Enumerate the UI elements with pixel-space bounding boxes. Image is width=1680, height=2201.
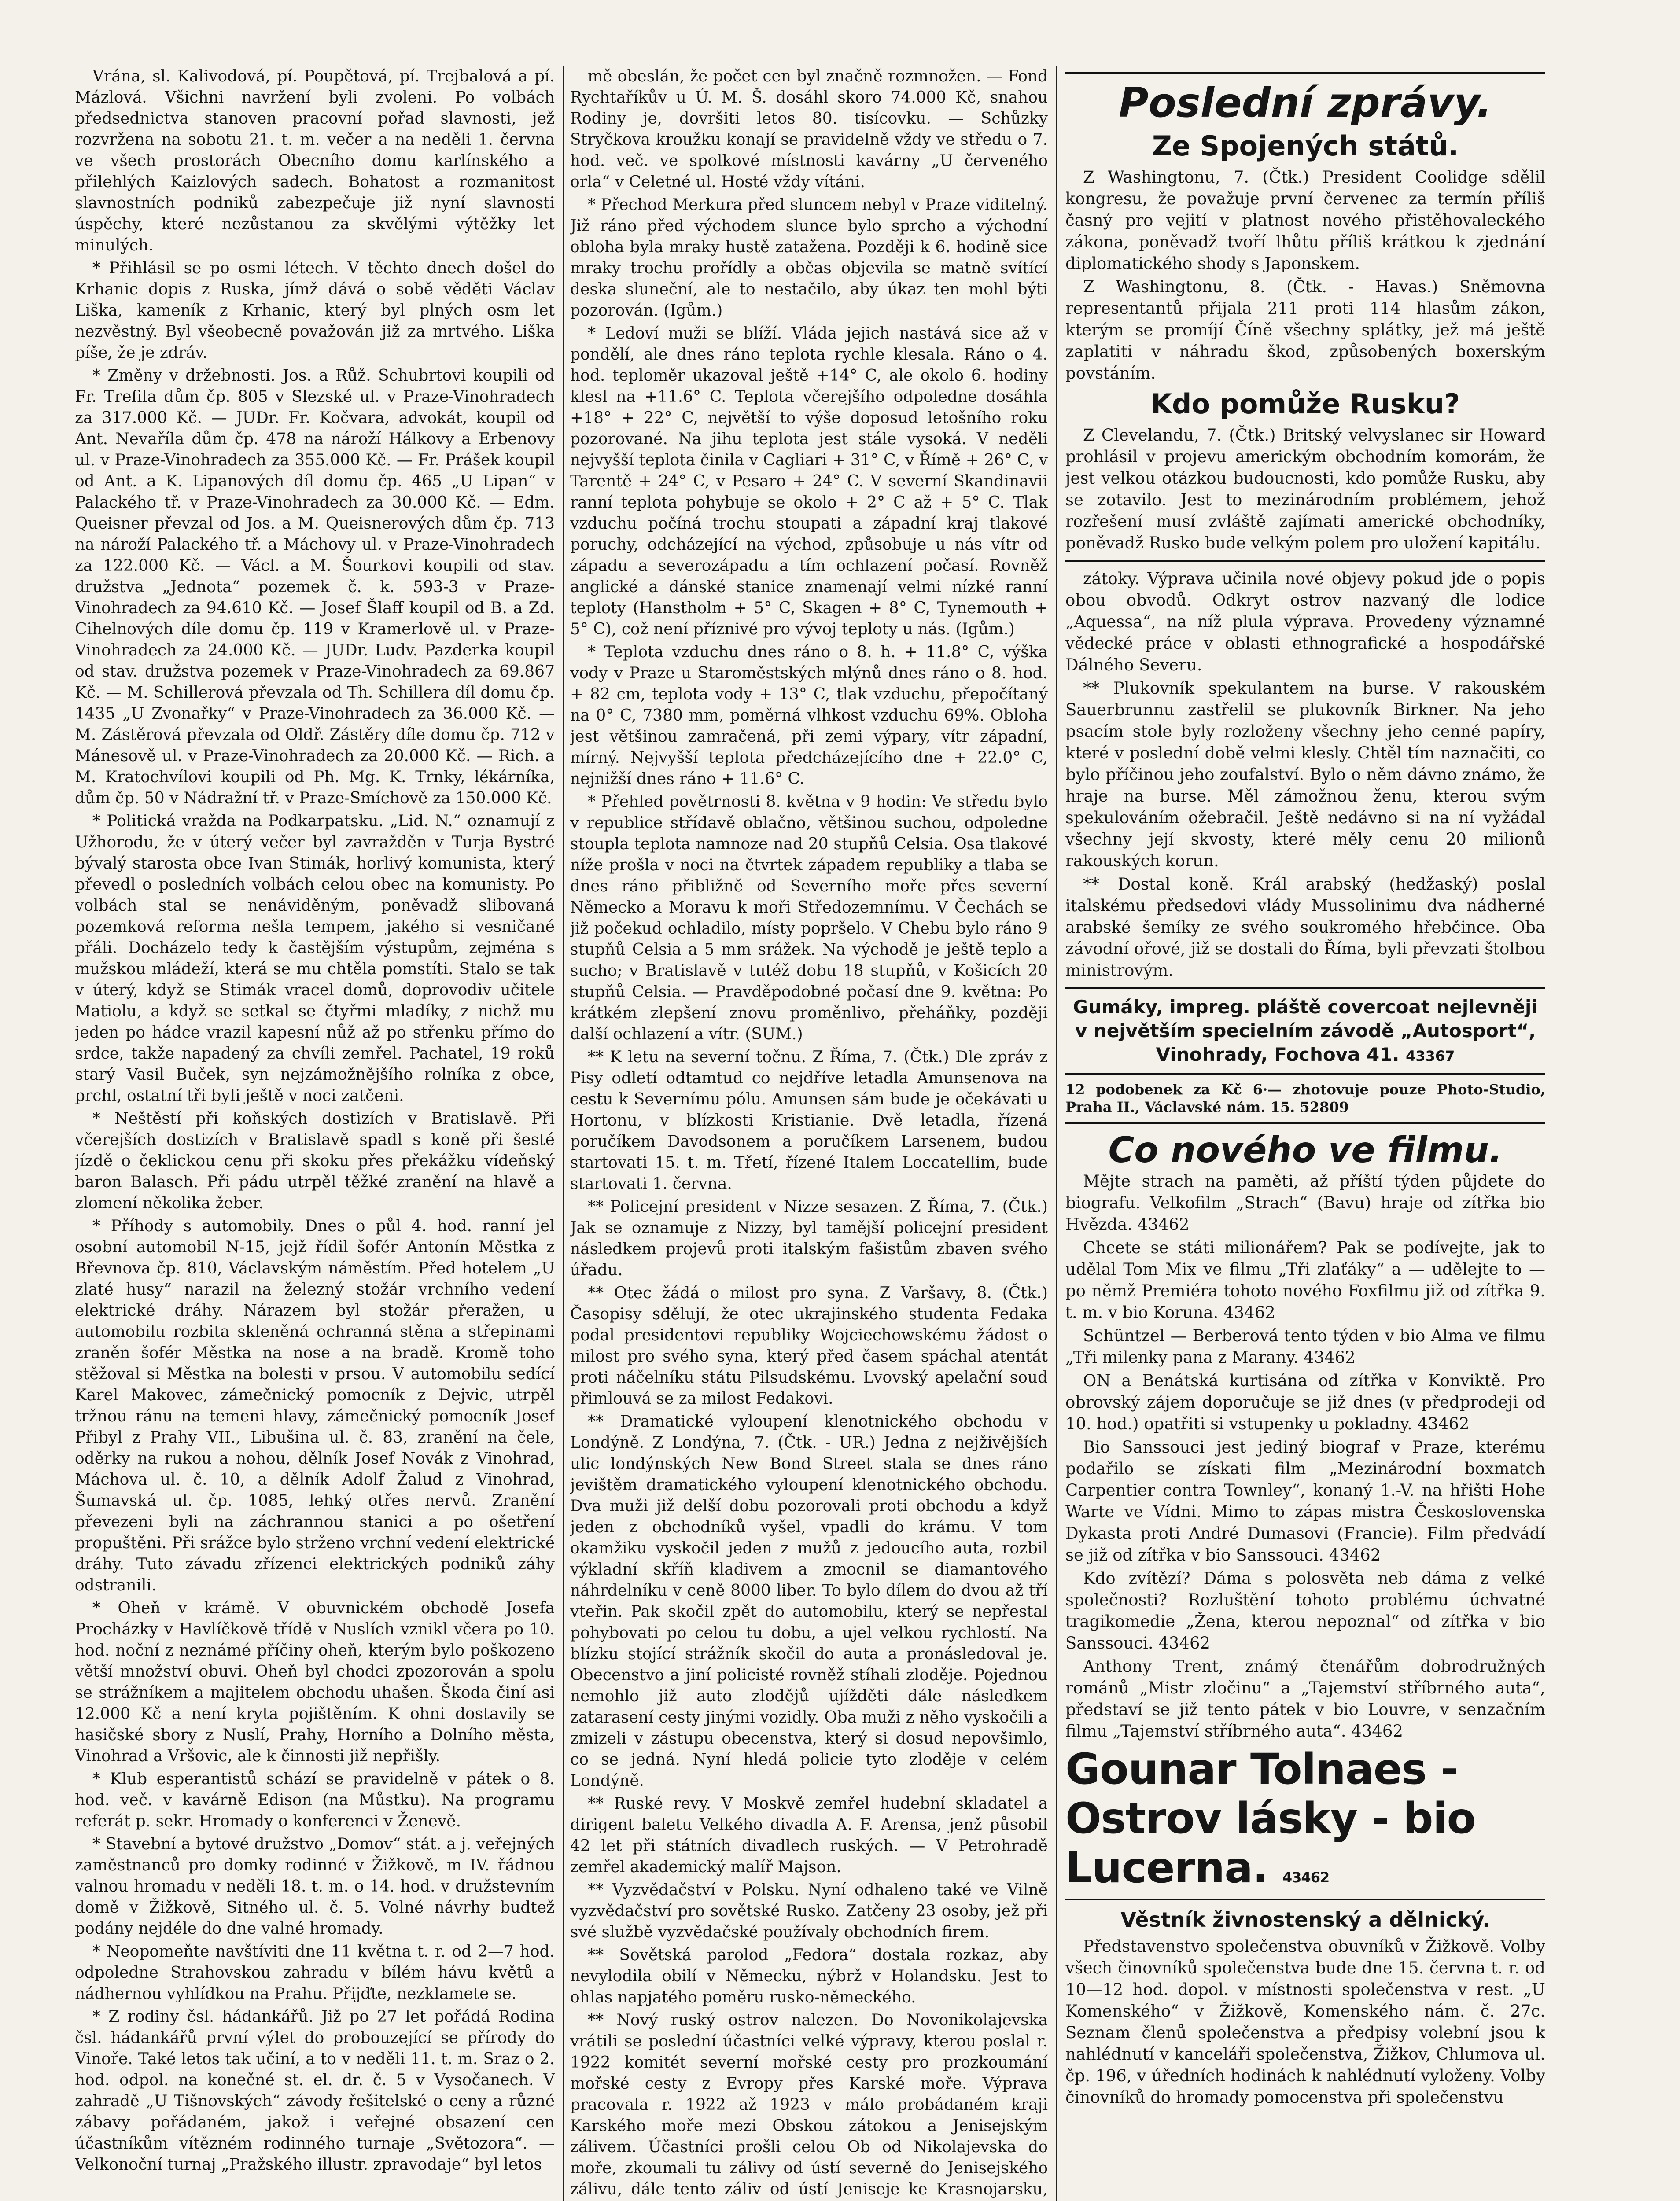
- column-divider: [1056, 66, 1057, 2201]
- news-paragraph: Představenstvo společenstva obuvníků v Žižkově. Volby všech činovníků společenstva bude dne 15. června t. r. od 10—12 hod. dopol. v místnosti společenstva v rest. „U Komenského“ v Žižkově, Komenského nám. č. 27c. Seznam členů společenstva a předpisy volební jsou k nahlédnutí v kanceláři společenstva, Žižkov, Chlumova ul. čp. 196, v úředních hodinách k nahlédnutí vyloženy. Volby činovníků do hromady pomocenstva při společenstvu: [1065, 1937, 1545, 2107]
- ad-text: 12 podobenek za Kč 6·— zhotovuje pouze Photo-Studio, Praha II., Václavské nám. 15.: [1065, 1081, 1545, 1115]
- film-notice: Chcete se státi milionářem? Pak se podívejte, jak to udělal Tom Mix ve filmu „Tři zlaťáky“ a — udělejte to — po němž Premiéra tohoto nového Foxfilmu již od zítřka 9. t. m. v bio Koruna. 43462: [1065, 1238, 1545, 1322]
- film-advertisement: [1065, 1745, 1545, 1892]
- column-divider: [563, 66, 564, 2201]
- section-rule: [1065, 1073, 1545, 1075]
- article-paragraph: * Přihlásil se po osmi létech. V těchto dnech došel do Krhanic dopis z Ruska, jímž dává o sobě věděti Václav Liška, kameník z Krhanic, který byl plných osm let nezvěstný. Byl všeobecně považován již za mrtvého. Liška píše, že je zdráv.: [75, 259, 555, 362]
- news-paragraph: Z Washingtonu, 7. (Čtk.) President Coolidge sdělil kongresu, že považuje první červenec za termín příliš časný pro vejití v platnost nového přistěhovaleckého zákona, poněvadž tvoří lhůtu příliš krátkou k zjednání diplomatického shody s Japonskem.: [1065, 168, 1545, 273]
- film-notice: Anthony Trent, známý čtenářům dobrodružných románů „Mistr zločinu“ a „Tajemství stříbrného auta“, představí se již tento pátek v bio Louvre, v senzačním filmu „Tajemství stříbrného auta“. 43462: [1065, 1657, 1545, 1741]
- article-paragraph: mě obeslán, že počet cen byl značně rozmnožen. — Fond Rychtaříkův u Ú. M. Š. dosáhl skoro 74.000 Kč, snahou Rodiny je, dovršiti letos 80. tisícovku. — Schůzky Stryčkova kroužku konají se pravidelně vždy ve středu o 7. hod. več. ve spolkové místnosti kavárny „U červeného orla“ v Celetné ul. Hosté vždy vítáni.: [570, 67, 1048, 191]
- article-paragraph: * Přechod Merkura před sluncem nebyl v Praze viditelný. Již ráno před východem slunce bylo sprcho a východní obloha byla mraky hustě zatažena. Později k 6. hodině sice mraky trochu prořídly a občas objevila se matně svítící deska sluneční, ale to nestačilo, aby úkaz ten mohl býti pozorován. (Igům.): [570, 196, 1048, 320]
- article-paragraph: ** Sovětská parolod „Fedora“ dostala rozkaz, aby nevylodila obilí v Německu, nýbrž v Holandsku. Jest to ohlas napjatého poměru rusko-německého.: [570, 1946, 1048, 2006]
- article-paragraph: Vrána, sl. Kalivodová, pí. Poupětová, pí. Trejbalová a pí. Mázlová. Všichni navržení byli zvoleni. Po volbách předsednictva stanoven pracovní pořad slavnosti, jež rozvržena na sobotu 21. t. m. večer a na neděli 1. června ve všech prostorách Obecního domu karlínského a přilehlých Kaizlových sadech. Bohatost a rozmanitost slavnostních podniků zabezpečuje již nyní slavnosti úspěchy, které nezůstanou za skvělými výtěžky let minulých.: [75, 67, 555, 254]
- article-paragraph: * Přehled povětrnosti 8. května v 9 hodin: Ve středu bylo v republice střídavě oblačno, většinou suchou, odpoledne stoupla teplota namnoze nad 20 stupňů Celsia. Osa tlakové níže prošla v noci na čtvrtek západem republiky a tlaba se dnes ráno přibližně od Severního moře přes severní Německo a Moravu k moři Středozemnímu. V Čechách se již počekud ochladilo, místy popršelo. V Chebu bylo ráno 9 stupňů Celsia a 5 mm srážek. Na východě je ještě teplo a sucho; v Bratislavě v tutéž dobu 18 stupňů, v Košicích 20 stupňů Celsia. — Pravděpodobné počasí dne 9. května: Po krátkém zlepšení znovu proměnlivo, přeháňky, později další ochlazení a vítr. (SUM.): [570, 793, 1048, 1043]
- section-heading: Co nového ve filmu.: [1108, 1130, 1503, 1170]
- news-paragraph: ** Dostal koně. Král arabský (hedžaský) poslal italskému předsedovi vlády Mussolinimu dva nádherné arabské šemíky ze svého soukromého hřebčince. Oba závodní ořové, již se dostali do Říma, byli převzati štolbou ministrovým.: [1065, 875, 1545, 980]
- article-paragraph: * Oheň v krámě. V obuvnickém obchodě Josefa Procházky v Havlíčkově třídě v Nuslích vznikl včera po 10. hod. noční z neznámé příčiny oheň, kterým bylo poškozeno větší množství obuvi. Oheň byl chodci zpozorován a spolu se strážníkem a majitelem obchodu uhašen. Škoda činí asi 12.000 Kč a není kryta pojištěním. K ohni dostavily se hasičské sbory z Nuslí, Prahy, Horního a Dolního města, Vinohrad a Vršovic, ale k činnosti již nepřišly.: [75, 1599, 555, 1765]
- article-paragraph: ** Ruské revy. V Moskvě zemřel hudební skladatel a dirigent baletu Velkého divadla A. F. Arensa, jenž působil 42 let při státních divadlech ruských. — V Petrohradě zemřel akademický malíř Majson.: [570, 1795, 1048, 1876]
- article-paragraph: * Neopomeňte navštíviti dne 11 května t. r. od 2—7 hod. odpoledne Strahovskou zahradu v bílém hávu květů a nádhernou vyhlídkou na Prahu. Přijďte, nezklamete se.: [75, 1943, 555, 2003]
- article-paragraph: ** Otec žádá o milost pro syna. Z Varšavy, 8. (Čtk.) Časopisy sdělují, že otec ukrajinského studenta Fedaka podal presidentovi republiky Wojciechowskému žádost o milost pro svého syna, který před časem spáchal atentát proti náčelníku státu Pilsudskému. Lvovský apelační soud přimlouvá se za milost Fedakovi.: [570, 1284, 1048, 1408]
- section-rule: [1065, 1122, 1545, 1124]
- news-paragraph: ** Plukovník spekulantem na burse. V rakouském Sauerbrunnu zastřelil se plukovník Birkner. Na jeho psacím stole byly rozloženy všechny jeho cenné papíry, které v poslední době velmi klesly. Chtěl tím naznačiti, co bylo příčinou jeho zoufalství. Bylo o něm dávno známo, že hraje na burse. Měl zámožnou ženu, kterou svým spekulováním ožebračil. Ještě nedávno si na ní vyžádal všechny její skvosty, které měly cenu 20 milionů rakouských korun.: [1065, 679, 1545, 870]
- film-notice: ON a Benátská kurtisána od zítřka v Konviktě. Pro obrovský zájem doporučuje se již dnes (v předprodeji od 10. hod.) opatřiti si vstupenky u pokladny. 43462: [1065, 1371, 1545, 1433]
- article-paragraph: * Neštěstí při koňských dostizích v Bratislavě. Při včerejších dostizích v Bratislavě spadl s koně při šesté jízdě o čeklickou cenu při skoku přes překážku vídeňský baron Balasch. Při pádu utrpěl těžké zranění na hlavě a zlomení několika žeber.: [75, 1110, 555, 1212]
- section-heading: Poslední zprávy.: [1119, 79, 1492, 126]
- subheading: Kdo pomůže Rusku?: [1150, 388, 1460, 420]
- article-paragraph: * Příhody s automobily. Dnes o půl 4. hod. ranní jel osobní automobil N-15, jejž řídil šofér Antonín Městka z Břevnova čp. 810, Václavským náměstím. Před hotelem „U zlaté husy“ narazil na železný stožár vrchního vedení elektrické dráhy. Nárazem byl stožár přeražen, u automobilu rozbita skleněná ochranná stěna a střepinami zraněn šofér Městka na nose a na bradě. Kromě toho stěžoval si Městka na bolesti v prsou. V automobilu sedící Karel Makovec, zámečnický pomocník z Dejvic, utrpěl tržnou ránu na temeni hlavy, zámečnický pomocník Josef Přibyl z Prahy VII., Libušina ul. č. 83, zranění na čele, oděrky na rukou a nohou, dělník Josef Novák z Vinohrad, Máchova ul. č. 10, a dělník Adolf Žalud z Vinohrad, Šumavská ul. čp. 1085, lehký otřes nervů. Zranění převezeni byli na záchrannou stanici a po ošetření propuštěni. Při srážce bylo strženo vrchní vedení elektrické dráhy. Tuto závadu zřízenci elektrických podniků záhy odstranili.: [75, 1217, 555, 1594]
- news-paragraph: zátoky. Výprava učinila nové objevy pokud jde o popis obou obvodů. Odkryt ostrov nazvaný dle lodice „Aquessa“, na níž plula výprava. Provedeny významné vědecké práce v oblasti ethnografické a hospodářské Dálného Severu.: [1065, 569, 1545, 674]
- film-notice: Mějte strach na paměti, až příští týden půjdete do biografu. Velkofilm „Strach“ (Bavu) hraje od zítřka bio Hvězda. 43462: [1065, 1172, 1545, 1234]
- subheading: Ze Spojených států.: [1152, 130, 1459, 162]
- article-paragraph: * Stavební a bytové družstvo „Domov“ stát. a j. veřejných zaměstnanců pro domky rodinné v Žižkově, m IV. řádnou valnou hromadu v neděli 18. t. m. o 14. hod. v družstevním domě v Žižkově, Sitného ul. č. 5. Volné návrhy budtež podány nejdéle do dne valné hromady.: [75, 1835, 555, 1938]
- article-paragraph: ** Policejní president v Nizze sesazen. Z Říma, 7. (Čtk.) Jak se oznamuje z Nizzy, byl tamější policejní president následkem projevů proti italským fašistům zbaven svého úřadu.: [570, 1198, 1048, 1279]
- advertisement: [1065, 995, 1545, 1067]
- section-heading: Věstník živnostenský a dělnický.: [1120, 1908, 1490, 1932]
- ad-number: 43367: [1406, 1048, 1455, 1064]
- article-paragraph: * Politická vražda na Podkarpatsku. „Lid. N.“ oznamují z Užhorodu, že v úterý večer byl zavražděn v Turja Bystré bývalý starosta obce Ivan Stimák, horlivý komunista, který převedl o posledních volbách celou obec na komunisty. Po volbách stal se nenáviděným, poněvadž slibovaná pozemková reforma nešla tempem, jakého si vesničané přáli. Docházelo tedy k častějším výstupům, zejména s mužskou mládeží, která se mu chtěla pomstíti. Stalo se tak v úterý, když se Stimák vracel domů, doprovodiv učitele Matiolu, a když se setkal se čtyřmi mladíky, z nichž mu jeden po hádce vrazil kapesní nůž až po střenku přímo do srdce, takže napadený za chvíli zemřel. Pachatel, 19 roků starý Vasil Buček, syn nejzámožnějšího rolníka z obce, prchl, ostatní tři byli ještě v noci zatčeni.: [75, 812, 555, 1105]
- ad-number: 43462: [1282, 1869, 1330, 1886]
- article-paragraph: ** Nový ruský ostrov nalezen. Do Novonikolajevska vrátili se poslední účastníci velké výpravy, kterou poslal r. 1922 komitét severní mořské cesty pro prozkoumání mořské cesty z Evropy přes Karské moře. Výprava pracovala r. 1922 až 1923 v málo probádaném kraji Karského moře mezi Obskou zátokou a Jenisejským zálivem. Účastníci prošli celou Ob od Nikolajevska do moře, zkoumali tu zálivy od ústí severně do Jenisejského zálivu, dále tento záliv od ústí Jeniseje ke Krasnojarsku,: [570, 2011, 1048, 2198]
- section-rule: [1065, 1899, 1545, 1900]
- ad-text: Gumáky, impreg. pláště covercoat nejlevněji v největším specielním závodě „Autosport“, Vinohrady, Fochova 41.: [1073, 996, 1538, 1065]
- film-notice: Kdo zvítězí? Dáma s polosvěta neb dáma z velké společnosti? Rozluštění tohoto problému úchvatné tragikomedie „Žena, kterou nepoznal“ od zítřka v bio Sanssouci. 43462: [1065, 1569, 1545, 1653]
- film-notice: Bio Sanssouci jest jediný biograf v Praze, kterému podařilo se získati film „Mezinárodní boxmatch Carpentier contra Townley“, konaný 1.-V. na hřišti Hohe Warte ve Vídni. Mimo to zápas mistra Československa Dykasta proti André Dumasovi (Francie). Film předvádí se již od zítřka v bio Sanssouci. 43462: [1065, 1438, 1545, 1564]
- section-rule: [1065, 560, 1545, 562]
- article-paragraph: * Teplota vzduchu dnes ráno o 8. h. + 11.8° C, výška vody v Praze u Staroměstských mlýnů dnes ráno o 8. hod. + 82 cm, teplota vody + 13° C, tlak vzduchu, přepočítaný na 0° C, 7380 mm, poměrná vlhkost vzduchu 69%. Obloha jest většinou zamračená, při zemi výpary, vítr západní, mírný. Nejvyšší teplota předcházejícího dne + 22.0° C, nejnižší dnes ráno + 11.6° C.: [570, 643, 1048, 788]
- column-3: [1065, 66, 1545, 2201]
- column-2: [570, 66, 1048, 2201]
- news-paragraph: Z Clevelandu, 7. (Čtk.) Britský velvyslanec sir Howard prohlásil v projevu americkým obchodním komorám, že jest velkou otázkou budoucnosti, kdo pomůže Rusku, aby se zotavilo. Jest to mezinárodním problémem, jehož rozřešení musí zvláště zajímati americké obchodníky, poněvadž Rusko bude velkým polem pro uložení kapitálu.: [1065, 426, 1545, 552]
- article-paragraph: * Změny v držebnosti. Jos. a Růž. Schubrtovi koupili od Fr. Trefila dům čp. 805 v Slezské ul. v Praze-Vinohradech za 317.000 Kč. — JUDr. Fr. Kočvara, advokát, koupil od Ant. Nevaříla dům čp. 478 na nároží Hálkovy a Erbenovy ul. v Praze-Vinohradech za 355.000 Kč. — Fr. Prášek koupil od Ant. a K. Lipanových díl domu čp. 465 „U Lipan“ v Palackého tř. v Praze-Vinohradech za 30.000 Kč. — Edm. Queisner převzal od Jos. a M. Queisnerových dům čp. 713 na nároží Palackého tř. a Máchovy ul. v Praze-Vinohradech za 122.000 Kč. — Václ. a M. Šourkovi koupili od stav. družstva „Jednota“ pozemek č. k. 593-3 v Praze-Vinohradech za 94.610 Kč. — Josef Šlaff koupil od B. a Zd. Cihelnových díle domu čp. 119 v Kramerlově ul. v Praze-Vinohradech za 24.000 Kč. — JUDr. Ludv. Pazderka koupil od stav. družstva pozemek v Praze-Vinohradech za 69.867 Kč. — M. Schillerová převzala od Th. Schillera díl domu čp. 1435 „U Zvonařky“ v Praze-Vinohradech za 36.000 Kč. — M. Zástěrová převzala od Oldř. Zástěry díle domu čp. 712 v Mánesově ul. v Praze-Vinohradech za 20.000 Kč. — Rich. a M. Kratochvílovi koupili od Ph. Mg. K. Trnky, lékárníka, dům čp. 50 v Nádražní tř. v Praze-Smíchově za 150.000 Kč.: [75, 367, 555, 807]
- section-rule: [1065, 72, 1545, 74]
- newspaper-page: [75, 66, 1545, 2201]
- article-paragraph: ** K letu na severní točnu. Z Říma, 7. (Čtk.) Dle zpráv z Pisy odletí odtamtud co nejdříve letadla Amunsenova na cestu k Severnímu pólu. Amunsen sám bude je očekávati u Hortonu, v blízkosti Kristianie. Dvě letadla, řízená poručíkem Davodsonem a poručíkem Larsenem, budou startovati 15. t. m. Třetí, řízené Italem Loccatellim, bude startovati 1. června.: [570, 1048, 1048, 1193]
- article-paragraph: * Klub esperantistů schází se pravidelně v pátek o 8. hod. več. v kavárně Edison (na Můstku). Na programu referát p. sekr. Hromady o konferenci v Ženevě.: [75, 1770, 555, 1830]
- film-notice: Schüntzel — Berberová tento týden v bio Alma ve filmu „Tři milenky pana z Marany. 43462: [1065, 1326, 1545, 1367]
- news-paragraph: Z Washingtonu, 8. (Čtk. - Havas.) Sněmovna representantů přijala 211 proti 114 hlasům zákon, kterým se promíjí Číně všechny splátky, jež má ještě zaplatiti v náhradu škod, způsobených boxerským povstáním.: [1065, 277, 1545, 383]
- advertisement: [1065, 1081, 1545, 1116]
- article-paragraph: ** Vyzvědačství v Polsku. Nyní odhaleno také ve Vilně vyzvědačství pro sovětské Rusko. Zatčeny 23 osoby, jež při své službě vyzvědačské používaly obchodních firem.: [570, 1881, 1048, 1941]
- article-paragraph: * Z rodiny čsl. hádankářů. Již po 27 let pořádá Rodina čsl. hádankářů první výlet do probouzející se přírody do Vinoře. Také letos tak učiní, a to v neděli 11. t. m. Sraz o 2. hod. odpol. na konečné st. el. dr. č. 5 v Vysočanech. V zahradě „U Tišnovských“ závody řešitelské o ceny a různé zábavy pořádaném, jakož i veřejné obsazení cen účastníkům vítězném rodinného turnaje „Světozora“. — Velkonoční turnaj „Pražského illustr. zpravodaje“ byl letos: [75, 2008, 555, 2174]
- article-paragraph: * Ledoví muži se blíží. Vláda jejich nastává sice až v pondělí, ale dnes ráno teplota rychle klesala. Ráno o 4. hod. teploměr ukazoval ještě +14° C, ale okolo 6. hodiny klesl na +11.6° C. Teplota včerejšího odpoledne dosáhla +18° + 22° C, největší to výše doposud letošního roku pozorované. Na jihu teplota jest stále vysoká. V neděli nejvyšší teplota činila v Cagliari + 31° C, v Římě + 26° C, v Tarentě + 24° C, v Pesaro + 24° C. V severní Skandinavii ranní teplota pohybuje se okolo + 2° C až + 5° C. Tlak vzduchu počíná trochu stoupati a západní kraj tlakové poruchy, odcházející na východ, způsobuje u nás vítr od západu a severozápadu a tím ochlazení počasí. Rovněž anglické a dánské stanice znamenají velmi nízké ranní teploty (Hanstholm + 5° C, Skagen + 8° C, Tynemouth + 5° C), což není příznivé pro vývoj teploty u nás. (Igům.): [570, 324, 1048, 638]
- ad-number: 52809: [1300, 1099, 1349, 1115]
- section-rule: [1065, 987, 1545, 989]
- ad-text: Gounar Tolnaes - Ostrov lásky - bio Lucerna.: [1065, 1745, 1476, 1892]
- column-1: [75, 66, 555, 2201]
- article-paragraph: ** Dramatické vyloupení klenotnického obchodu v Londýně. Z Londýna, 7. (Čtk. - UR.) Jedna z nejživějších ulic londýnských New Bond Street stala se dnes ráno jevištěm dramatického vyloupení klenotnického obchodu. Dva muži již delší dobu pozorovali proti obchodu a když jeden z obchodníků vyšel, vpadli do krámu. V tom okamžiku vyskočil jeden z mužů z jedoucího auta, rozbil výkladní skříň kladivem a zmocnil se diamantového náhrdelníku v ceně 8000 liber. To bylo dílem do dvou až tří vteřin. Pak skočil zpět do automobilu, který se nepřestal pohybovati po celou tu dobu, a ujel velkou rychlostí. Na blízku stojící strážník skočil do auta a pronásledoval je. Obecenstvo a jiní policisté rovněž stíhali zloděje. Pojednou nemohlo již auto zlodějů ujížděti dále následkem zatarasení cesty jinými vozidly. Oba muži z něho vyskočili a zmizeli v zástupu obecenstva, který si dosud nepovšimlo, co se jedná. Nyní hledá policie tyto zloděje v celém Londýně.: [570, 1413, 1048, 1790]
